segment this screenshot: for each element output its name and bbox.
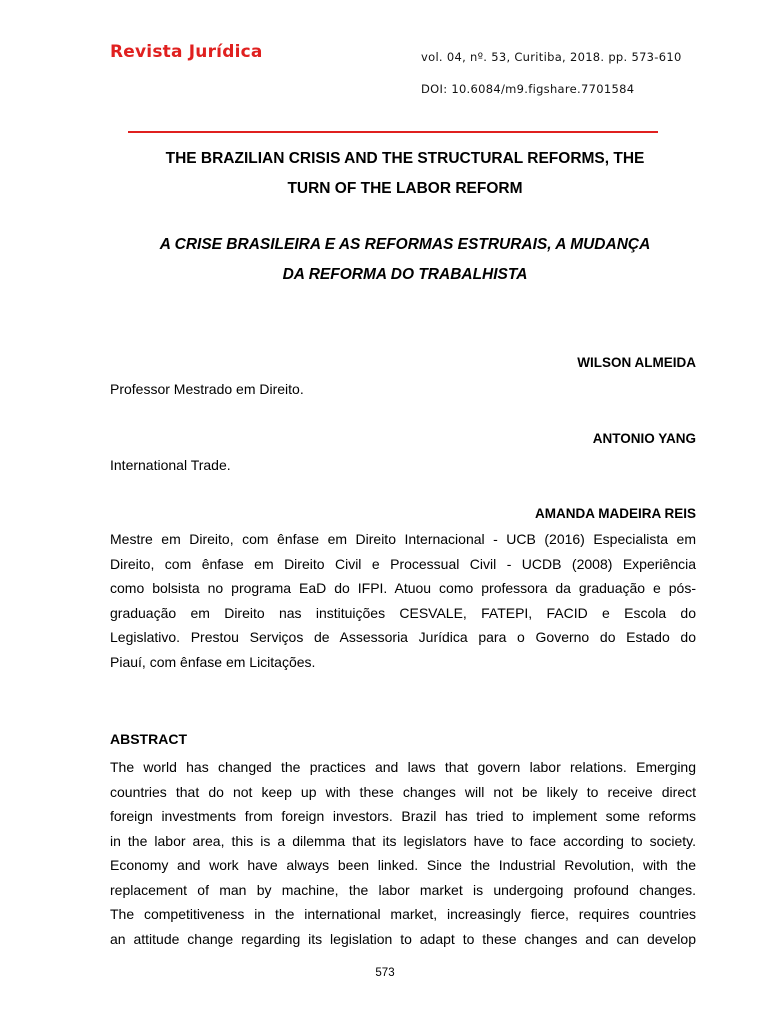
affiliation-line: Direito, com ênfase em Direito Civil e Processual Civil - UCDB (2008) Experiência <box>110 555 696 572</box>
abstract-line: Economy and work have always been linked. Since the Industrial Revolution, with the <box>110 857 696 873</box>
title-en-line: TURN OF THE LABOR REFORM <box>287 180 523 197</box>
abstract-line: in the labor area, this is a dilemma that its legislators have to face according to society. <box>110 832 696 849</box>
abstract-heading: ABSTRACT <box>110 731 187 747</box>
affiliation-line: Legislativo. Prestou Serviços de Assessoria Jurídica para o Governo do Estado do <box>110 629 696 645</box>
author-name: ANTONIO YANG <box>592 431 696 446</box>
abstract-line: The competitiveness in the international market, increasingly fierce, requires countries <box>110 906 696 922</box>
abstract-line: The world has changed the practices and laws that govern labor relations. Emerging <box>110 759 696 775</box>
author-name: AMANDA MADEIRA REIS <box>535 506 696 521</box>
volume-info: vol. 04, nº. 53, Curitiba, 2018. pp. 573-610 <box>421 50 682 64</box>
journal-name: Revista Jurídica <box>110 42 263 62</box>
article-title-en <box>100 144 710 204</box>
article-title-pt <box>100 230 710 290</box>
affiliation-line: International Trade. <box>110 457 231 473</box>
header-divider <box>128 131 658 133</box>
title-en-line: THE BRAZILIAN CRISIS AND THE STRUCTURAL REFORMS, THE <box>165 150 645 167</box>
abstract-body <box>110 755 696 951</box>
author-name: WILSON ALMEIDA <box>577 355 696 370</box>
abstract-line: an attitude change regarding its legislation to adapt to these changes and can develop <box>110 930 696 947</box>
affiliation-line: graduação em Direito nas instituições CESVALE, FATEPI, FACID e Escola do <box>110 604 696 621</box>
title-pt-line: DA REFORMA DO TRABALHISTA <box>282 266 528 283</box>
abstract-line: countries that do not keep up with these changes will not be likely to receive direct <box>110 783 696 800</box>
affiliation-line: Mestre em Direito, com ênfase em Direito Internacional - UCB (2016) Especialista em <box>110 531 696 547</box>
doi[interactable]: DOI: 10.6084/m9.figshare.7701584 <box>421 82 635 96</box>
author-affiliation <box>110 377 696 402</box>
title-pt-line: A CRISE BRASILEIRA E AS REFORMAS ESTRURAIS, A MUDANÇA <box>159 236 651 253</box>
affiliation-line: como bolsista no programa EaD do IFPI. Atuou como professora da graduação e pós- <box>110 580 696 596</box>
page-number: 573 <box>375 967 395 979</box>
author-affiliation <box>110 527 696 674</box>
affiliation-line: Professor Mestrado em Direito. <box>110 381 304 397</box>
abstract-line: replacement of man by machine, the labor market is undergoing profound changes. <box>110 881 696 898</box>
affiliation-line: Piauí, com ênfase em Licitações. <box>110 653 316 670</box>
author-affiliation <box>110 453 696 478</box>
abstract-line: foreign investments from foreign investors. Brazil has tried to implement some reforms <box>110 808 696 824</box>
